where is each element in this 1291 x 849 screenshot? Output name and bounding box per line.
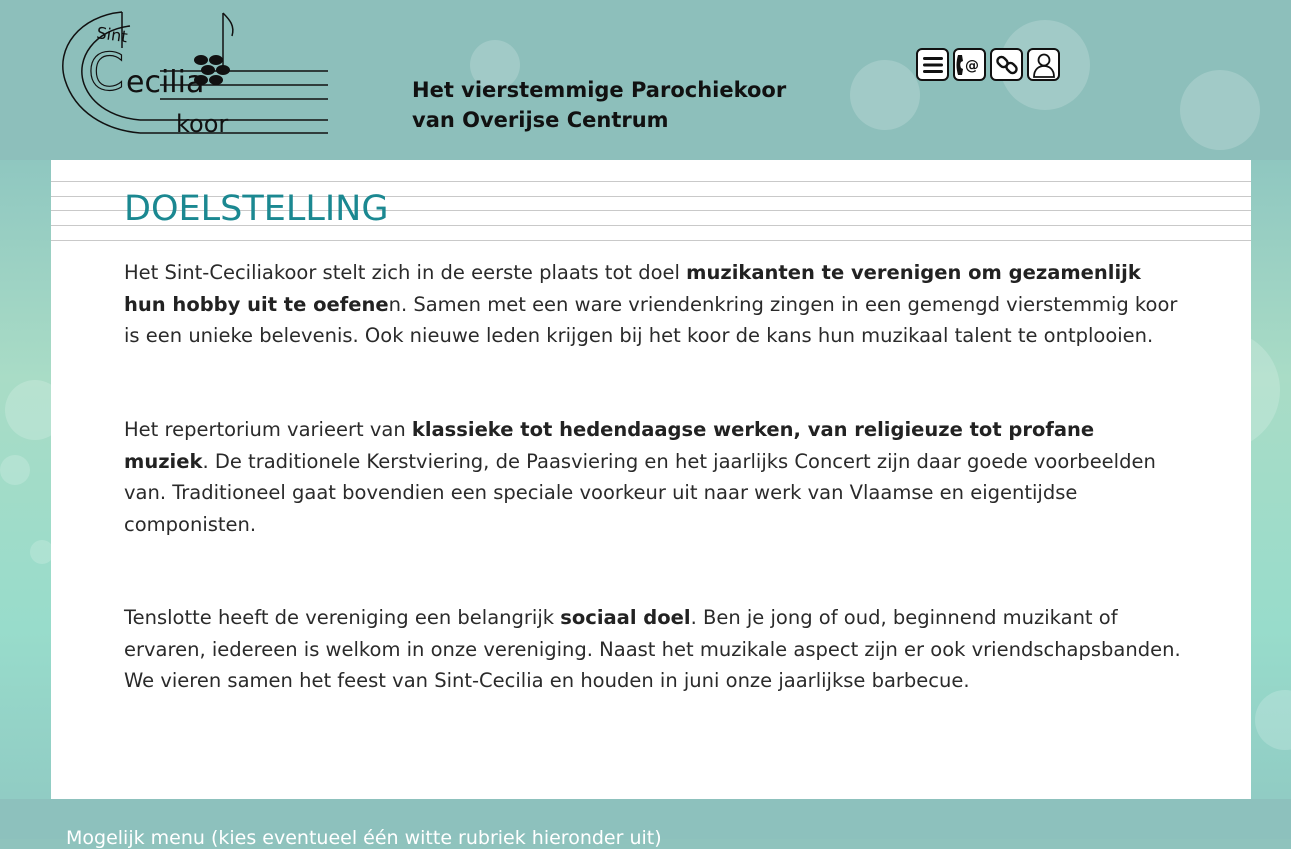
tagline-line-1: Het vierstemmige Parochiekoor xyxy=(412,78,787,102)
paragraph-text: Het Sint-Ceciliakoor stelt zich in de eerste plaats tot doel xyxy=(124,261,687,284)
page-title: DOELSTELLING xyxy=(124,189,389,229)
svg-text:C: C xyxy=(88,43,125,103)
paragraph-text: Tenslotte heeft de vereniging een belangrijk xyxy=(124,606,561,629)
bokeh-decoration xyxy=(1180,70,1260,150)
paragraph-social xyxy=(124,602,1184,697)
bokeh-decoration xyxy=(1255,690,1291,750)
bokeh-decoration xyxy=(850,60,920,130)
staff-line xyxy=(51,181,1251,182)
svg-text:ecilia: ecilia xyxy=(126,65,205,100)
phone-email-icon xyxy=(956,52,984,78)
paragraph-emphasis: klassieke tot hedendaagse werken, van religieuze tot profane muziek xyxy=(124,418,1095,473)
main-content xyxy=(51,160,1251,799)
paragraph-text: n. Samen met een ware vriendenkring zingen in een gemengd vierstemmig koor is een unieke belevenis. Ook nieuwe leden krijgen bij het koor de kans hun muzikaal talent te ontplooien. xyxy=(124,292,1178,347)
paragraph-text: . Ben je jong of oud, beginnend muzikant of ervaren, iedereen is welkom in onze vereniging. Naast het muzikale aspect zijn er ook vriendschapsbanden. We vieren samen het feest van Sint-Cecilia en houden in juni onze jaarlijkse barbecue. xyxy=(124,606,1181,692)
account-button[interactable] xyxy=(1027,48,1060,81)
site-footer xyxy=(0,799,1291,849)
tagline-line-2: van Overijse Centrum xyxy=(412,108,669,132)
link-icon xyxy=(995,53,1019,77)
site-header xyxy=(0,0,1291,160)
paragraph-intro xyxy=(124,257,1184,352)
menu-button[interactable] xyxy=(916,48,949,81)
svg-text:@: @ xyxy=(964,57,979,74)
user-icon xyxy=(1032,52,1056,78)
paragraph-text: . De traditionele Kerstviering, de Paasviering en het jaarlijks Concert zijn daar goede voorbeelden van. Traditioneel gaat bovendien een speciale voorkeur uit naar werk van Vlaamse en eigentijdse componisten. xyxy=(124,449,1156,536)
paragraph-emphasis: muzikanten te verenigen om gezamenlijk hun hobby uit te oefene xyxy=(124,261,1141,316)
staff-line xyxy=(51,240,1251,241)
svg-text:Sint: Sint xyxy=(95,23,129,47)
bokeh-decoration xyxy=(0,455,30,485)
footer-menu-hint[interactable]: Mogelijk menu (kies eventueel één witte rubriek hieronder uit) xyxy=(66,827,662,849)
menu-icon xyxy=(922,55,944,75)
header-icon-bar xyxy=(916,48,1060,81)
site-logo[interactable] xyxy=(60,8,330,138)
paragraph-emphasis: sociaal doel xyxy=(560,606,691,629)
links-button[interactable] xyxy=(990,48,1023,81)
paragraph-text: Het repertorium varieert van xyxy=(124,418,412,441)
paragraph-repertoire xyxy=(124,414,1184,540)
svg-text:koor: koor xyxy=(176,110,229,138)
contact-button[interactable] xyxy=(953,48,986,81)
site-tagline xyxy=(412,75,786,135)
